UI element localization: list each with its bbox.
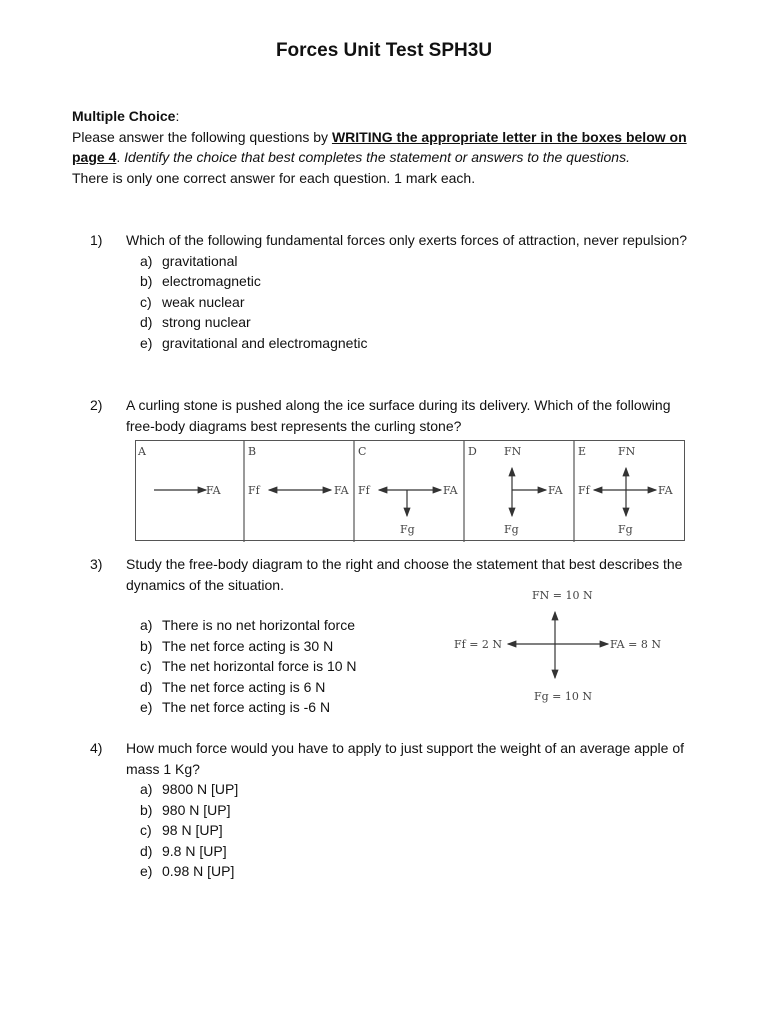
- panel-label-c: C: [358, 445, 367, 458]
- question-number: 3): [90, 556, 103, 572]
- label-ff: Ff: [578, 484, 590, 497]
- label-fa: FA: [443, 484, 458, 497]
- instructions-text: Please answer the following questions by: [72, 128, 332, 145]
- label-fg: Fg: [618, 523, 633, 536]
- label-ff: Ff: [248, 484, 260, 497]
- question-4: [90, 738, 690, 882]
- label-fa: FA: [334, 484, 349, 497]
- option: c) The net horizontal force is 10 N: [140, 658, 357, 674]
- option: e) gravitational and electromagnetic: [140, 334, 368, 351]
- question-number: 1): [90, 232, 103, 248]
- label-fa: FA: [548, 484, 563, 497]
- question-text: How much force would you have to apply to just support the weight of an average apple of mass 1 Kg?: [126, 740, 685, 777]
- option: e) The net force acting is -6 N: [140, 699, 331, 715]
- question-1: [90, 230, 690, 353]
- page-title: Forces Unit Test SPH3U: [275, 40, 493, 61]
- instructions-emphasis: WRITING the appropriate letter in the boxes below on page 4: [72, 128, 687, 165]
- option: c) 98 N [UP]: [140, 822, 223, 838]
- option: a) 9800 N [UP]: [140, 781, 239, 797]
- label-fg: Fg = 10 N: [534, 690, 593, 703]
- instructions: Multiple Choice: Please answer the following questions by WRITING the appropriate letter in the boxes below on page 4. Identify the choice that best completes the statement or answers to the questions. There is only one correct answer for each question. 1 mark each.: [72, 106, 702, 188]
- option: b) The net force acting is 30 N: [140, 637, 334, 654]
- question-2: [90, 395, 690, 436]
- panel-label-e: E: [578, 445, 587, 458]
- label-fa: FA: [206, 484, 221, 497]
- option: b) 980 N [UP]: [140, 801, 231, 818]
- question-number: 2): [90, 397, 103, 413]
- section-heading: Multiple Choice: [72, 108, 176, 124]
- label-fa: FA = 8 N: [610, 638, 661, 651]
- panel-label-b: B: [248, 445, 257, 458]
- question-text: Study the free-body diagram to the right and choose the statement that best describes the dynamics of the situation.: [126, 556, 683, 593]
- label-fg: Fg: [504, 523, 519, 536]
- label-ff: Ff = 2 N: [454, 638, 503, 651]
- option: b) electromagnetic: [140, 273, 261, 289]
- option: d) strong nuclear: [140, 314, 251, 330]
- question-text: Which of the following fundamental forces only exerts forces of attraction, never repulsion?: [126, 232, 688, 248]
- instructions-italic: Identify the choice that best completes the statement or answers to the questions.: [124, 149, 630, 165]
- option: a) There is no net horizontal force: [140, 617, 355, 633]
- free-body-diagram-options: [135, 440, 685, 541]
- option: a) gravitational: [140, 252, 238, 269]
- label-fn: FN: [504, 445, 522, 458]
- free-body-diagram-q3: [448, 582, 678, 707]
- label-fg: Fg: [400, 523, 415, 536]
- instructions-note: There is only one correct answer for each question. 1 mark each.: [72, 169, 476, 186]
- label-fa: FA: [658, 484, 673, 497]
- question-number: 4): [90, 740, 103, 756]
- option: d) The net force acting is 6 N: [140, 678, 326, 695]
- option: c) weak nuclear: [140, 293, 245, 310]
- label-fn: FN: [618, 445, 636, 458]
- label-fn: FN = 10 N: [532, 589, 593, 602]
- option: d) 9.8 N [UP]: [140, 842, 227, 859]
- panel-label-a: A: [138, 445, 146, 458]
- label-ff: Ff: [358, 484, 370, 497]
- option: e) 0.98 N [UP]: [140, 863, 235, 879]
- panel-label-d: D: [468, 445, 477, 458]
- question-text: A curling stone is pushed along the ice surface during its delivery. Which of the following free-body diagrams best represents the curling stone?: [126, 397, 671, 434]
